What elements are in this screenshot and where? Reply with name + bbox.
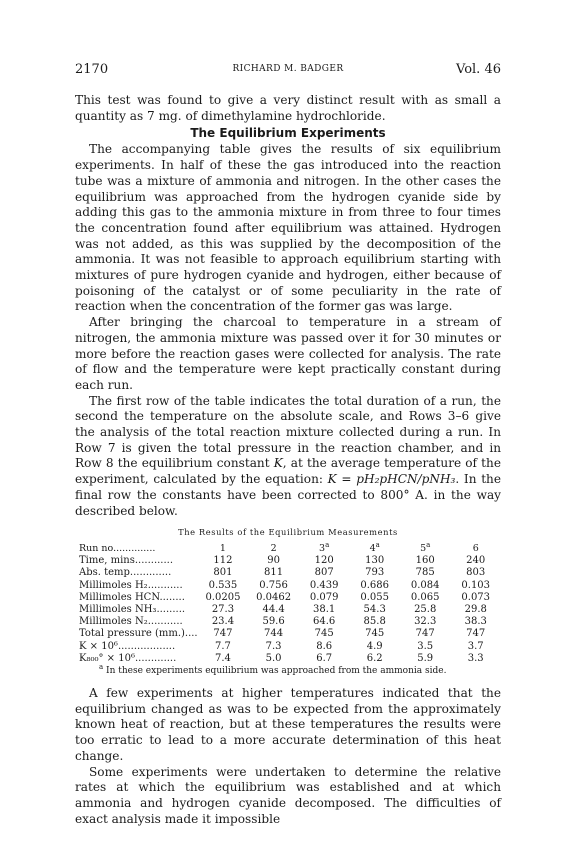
row-label: Run no.............. (79, 542, 156, 554)
run-number: 6 (472, 542, 479, 554)
row-label: Abs. temp............. (79, 567, 172, 579)
paragraph-2: After bringing the charcoal to temperature in a stream of nitrogen, the ammonia mixture was passed over it for 30 minutes or more before the reaction gases were collected for analysis. The rate of flow and the temperature were kept practically constant during each run. (75, 315, 501, 392)
table-cell: 793 (365, 567, 385, 579)
table-row (77, 641, 501, 653)
table-cell: 59.6 (262, 616, 285, 628)
table-row (77, 592, 501, 604)
paragraph-5: Some experiments were undertaken to determine the relative rates at which the equilibrium was established and at which ammonia and hydrogen cyanide decomposed. The difficulties of exact analysis made it impossible (75, 764, 501, 826)
table-cell: 747 (415, 628, 435, 640)
table-cell: 64.6 (313, 616, 336, 628)
table-cell: 44.4 (262, 604, 285, 615)
paragraph-1: The accompanying table gives the results of six equilibrium experiments. In half of these the gas introduced into the reaction tube was a mixture of ammonia and nitrogen. In the other cases the equilibrium was approached from the hydrogen cyanide side by adding this gas to the ammonia mixture in from three to four times the concentration found after equilibrium was attained. Hydrogen was not added, as this was supplied by the decomposition of the ammonia. It was not feasible to approach equilibrium starting with mixtures of pure hydrogen cyanide and hydrogen, either because of poisoning of the catalyst or of some peculiarity in the rate of reaction when the concentration of the former gas was large. (75, 142, 501, 314)
paragraph-3-text-a: The first row of the table indicates the total duration of a run, the second the temperature on the absolute scale, and Rows 3–6 give the analysis of the total reaction mixture collected during a run. In Row 7 is given the total pressure in the reaction chamber, and in Row 8 the equilibrium constant (75, 393, 501, 471)
table-cell: 807 (314, 567, 334, 579)
table-cell: 785 (415, 567, 435, 579)
paragraph-3-k-symbol: K (273, 456, 283, 471)
row-label: Millimoles HCN........ (79, 591, 185, 603)
row-label: Millimoles N₂........... (79, 616, 183, 628)
table-cell: 0.103 (461, 579, 491, 591)
run-number: 1 (219, 542, 226, 554)
table-cell: 0.079 (309, 591, 339, 603)
table-cell: 7.7 (214, 640, 231, 652)
run-number: 5 (420, 542, 427, 554)
row-label: Total pressure (mm.).... (79, 628, 198, 640)
table-cell: 38.1 (313, 604, 336, 615)
table-cell: 3.5 (417, 640, 434, 652)
table-row (77, 616, 501, 628)
run-number-cell (198, 543, 249, 555)
table-cell: 747 (466, 628, 486, 640)
table-cell: 4.9 (366, 640, 383, 652)
row-label: K₈₀₀° × 10⁶............. (79, 652, 177, 664)
volume-label: Vol. 46 (456, 62, 501, 77)
table-cell: 85.8 (363, 616, 386, 628)
article-body (75, 93, 501, 827)
table-cell: 7.3 (265, 640, 282, 652)
run-number-cell (450, 543, 501, 555)
table-cell: 112 (213, 555, 233, 567)
table-cell: 38.3 (464, 616, 487, 628)
run-number-cell (248, 543, 299, 555)
paragraph-3-text-b: , at the average temperature of the experiment, calculated by the equation: (75, 456, 501, 487)
table-cell: 0.535 (208, 579, 238, 591)
footnote-text: In these experiments equilibrium was approached from the ammonia side. (103, 666, 447, 677)
table-cell: 803 (466, 567, 486, 579)
table-row (77, 604, 501, 616)
run-number-cell (400, 540, 451, 555)
table-cell: 8.6 (316, 640, 333, 652)
run-number: 2 (270, 542, 277, 554)
table-cell: 0.073 (461, 591, 491, 603)
table-cell: 0.0462 (256, 591, 292, 603)
table-cell: 0.084 (410, 579, 440, 591)
table-cell: 3.7 (467, 640, 484, 652)
table-cell: 130 (365, 555, 385, 567)
table-cell: 0.686 (360, 579, 389, 591)
table-cell: 0.756 (259, 579, 288, 591)
table-cell: 5.0 (265, 652, 282, 664)
table-cell: 6.7 (316, 652, 333, 664)
table-cell: 0.439 (309, 579, 339, 591)
equilibrium-equation: K = pH₂pHCN/pNH₃ (327, 472, 456, 487)
row-label: Time, mins............ (79, 555, 174, 567)
paragraph-3 (75, 394, 501, 520)
table-row (77, 628, 501, 640)
table-row (77, 580, 501, 592)
table-cell: 240 (466, 555, 486, 567)
running-header (75, 62, 501, 78)
paragraph-4: A few experiments at higher temperatures indicated that the equilibrium changed as was to be expected from the approximately known heat of reaction, but at these temperatures the results were too erratic to lead to a more accurate determination of this heat change. (75, 686, 501, 763)
table-cell: 0.0205 (205, 591, 241, 603)
table-cell: 5.9 (417, 652, 434, 664)
table-cell: 811 (264, 567, 284, 579)
intro-paragraph: This test was found to give a very distinct result with as small a quantity as 7 mg. of dimethylamine hydrochloride. (75, 93, 501, 123)
run-number-cell (299, 540, 350, 555)
table-cell: 3.3 (467, 652, 484, 664)
table-cell: 27.3 (211, 604, 235, 615)
table-footnote (99, 663, 501, 677)
table-cell: 54.3 (363, 604, 386, 615)
table-cell: 745 (365, 628, 385, 640)
paragraph-3-text-c: . In the final row the constants have been corrected to 800° A. in the way described below. (75, 472, 502, 518)
table-row (77, 653, 501, 665)
table-cell: 160 (415, 555, 435, 567)
footnote-ref: a (426, 540, 431, 549)
table-cell: 745 (314, 628, 334, 640)
table-cell: 32.3 (414, 616, 437, 628)
run-number-cell (349, 540, 400, 555)
run-number: 4 (369, 542, 376, 554)
table-header-row (77, 543, 501, 555)
table-cell: 801 (213, 567, 233, 579)
results-table-body (77, 540, 501, 665)
table-title: The Results of the Equilibrium Measurements (178, 527, 398, 538)
table-cell: 0.065 (410, 591, 440, 603)
table-cell: 7.4 (214, 652, 231, 664)
row-label: Millimoles H₂........... (79, 579, 183, 591)
footnote-mark: a (99, 663, 104, 672)
table-row (77, 555, 501, 567)
footnote-ref: a (375, 540, 380, 549)
run-number: 3 (319, 542, 326, 554)
section-heading: The Equilibrium Experiments (190, 126, 386, 141)
running-author: RICHARD M. BADGER (232, 64, 344, 74)
table-cell: 747 (213, 628, 233, 640)
table-cell: 90 (267, 555, 280, 567)
table-cell: 120 (314, 555, 334, 567)
row-label: Millimoles NH₃......... (79, 604, 186, 615)
table-cell: 25.8 (414, 604, 437, 615)
footnote-ref: a (325, 540, 330, 549)
results-table (77, 540, 501, 665)
page-number: 2170 (75, 62, 109, 77)
table-row (77, 567, 501, 579)
row-label: K × 10⁶.................. (79, 640, 176, 652)
table-cell: 6.2 (366, 652, 383, 664)
table-cell: 29.8 (464, 604, 487, 615)
table-cell: 0.055 (360, 591, 389, 603)
table-cell: 744 (264, 628, 284, 640)
table-cell: 23.4 (211, 616, 235, 628)
